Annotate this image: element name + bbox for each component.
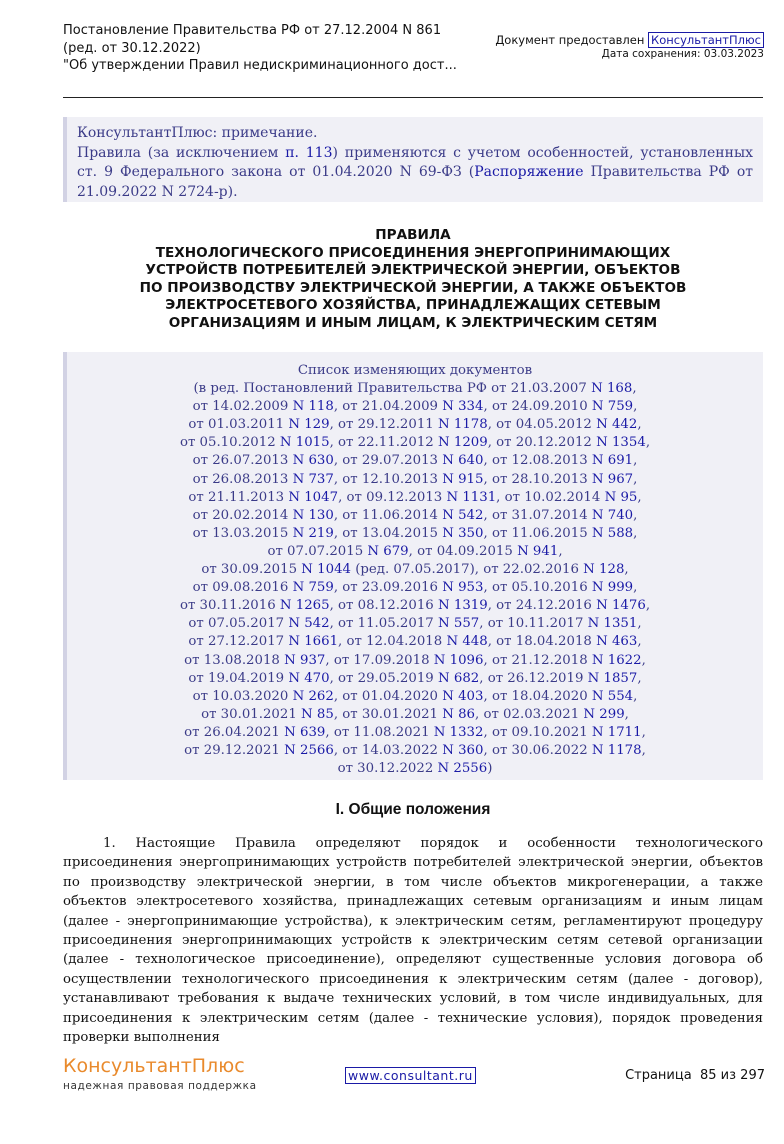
amendment-text: , xyxy=(641,724,646,740)
amendment-text: (ред. 07.05.2017), от 22.02.2016 xyxy=(351,562,584,578)
amendment-text: от 14.02.2009 xyxy=(192,399,293,415)
amendment-link[interactable]: N 588 xyxy=(591,525,634,541)
amendment-text: , от 05.10.2016 xyxy=(483,580,592,596)
amendment-text: от 21.11.2013 xyxy=(188,489,289,505)
amendment-line xyxy=(67,760,763,778)
amendment-text: от 05.10.2012 xyxy=(179,435,280,451)
amendment-link[interactable]: N 759 xyxy=(591,399,634,415)
amendment-line xyxy=(67,507,763,525)
amendment-text: , от 23.09.2016 xyxy=(333,580,443,596)
amendment-link[interactable]: N 915 xyxy=(442,471,484,487)
amendment-text: от 30.09.2015 xyxy=(201,562,302,578)
amendment-text: от 10.03.2020 xyxy=(192,688,293,704)
amendment-line xyxy=(67,434,763,452)
amendment-text: , xyxy=(633,580,638,596)
page-current: 85 xyxy=(699,1068,717,1083)
amendment-link[interactable]: N 350 xyxy=(442,525,484,541)
page-label: Страница xyxy=(625,1068,692,1083)
amendment-link[interactable]: N 554 xyxy=(591,688,634,704)
amendments-list xyxy=(67,380,763,778)
amendment-text: , xyxy=(645,598,651,614)
amendment-link[interactable]: N 168 xyxy=(591,381,633,397)
amendment-text: , от 14.03.2022 xyxy=(333,742,443,758)
amendment-link[interactable]: N 128 xyxy=(583,562,625,578)
amendment-text: от 01.03.2011 xyxy=(188,417,289,433)
amendment-line xyxy=(67,688,763,706)
amendment-text: , xyxy=(558,543,563,559)
amendment-line xyxy=(67,416,763,434)
amendment-text: , от 11.05.2017 xyxy=(329,616,438,632)
amendment-link[interactable]: N 403 xyxy=(442,688,484,704)
amendment-text: от 20.02.2014 xyxy=(192,507,293,523)
amendment-text: от 29.12.2021 xyxy=(184,742,285,758)
header-line: (ред. от 30.12.2022) xyxy=(63,40,201,56)
amendment-text: , xyxy=(641,742,646,758)
amendment-text: , xyxy=(633,471,638,487)
amendment-text: , xyxy=(633,507,638,523)
amendment-link[interactable]: N 130 xyxy=(292,507,334,523)
amendment-text: , от 21.04.2009 xyxy=(333,399,443,415)
amendment-text: , от 26.12.2019 xyxy=(479,670,588,686)
amendment-text: от 26.08.2013 xyxy=(192,471,293,487)
title-line: ПРАВИЛА xyxy=(375,227,451,243)
amendment-line xyxy=(67,561,763,579)
note-heading: КонсультантПлюс: примечание. xyxy=(77,125,318,141)
amendment-link[interactable]: N 86 xyxy=(442,706,476,722)
amendment-link[interactable]: N 442 xyxy=(596,417,638,433)
amendment-text: , от 30.01.2021 xyxy=(333,706,443,722)
amendment-text: , xyxy=(632,381,637,397)
amendment-line xyxy=(67,670,763,688)
title-line: ЭЛЕКТРОСЕТЕВОГО ХОЗЯЙСТВА, ПРИНАДЛЕЖАЩИХ СЕТЕВЫМ xyxy=(165,297,661,314)
amendment-text: , от 12.10.2013 xyxy=(333,471,443,487)
amendment-text: , от 04.09.2015 xyxy=(408,543,518,559)
amendment-line xyxy=(67,489,763,507)
paragraph-1: 1. Настоящие Правила определяют порядок и особенности технологического присоединения энергопринимающих устройств потребителей электрической энергии, объектов по производству электрической энергии, в том числе объектов микрогенерации, а также объектов электросетевого хозяйства, принадлежащих сетевым организациям и иным лицам (далее - энергопринимающие устройства), к электрическим сетям, регламентируют процедуру присоединения энергопринимающих устройств к электрическим сетям сетевой организации (далее - технологическое присоединение), определяют существенные условия договора об осуществлении технологического присоединения к электрическим сетям (далее - договор), устанавливают требования к выдаче технических условий, в том числе индивидуальных, для присоединения к электрическим сетям (далее - технические условия), порядок проведения проверки выполнения xyxy=(63,836,763,1046)
amendment-link[interactable]: N 1044 xyxy=(301,562,351,578)
amendment-link[interactable]: N 1857 xyxy=(587,670,638,686)
amendment-link[interactable]: N 360 xyxy=(442,742,484,758)
amendment-link[interactable]: N 999 xyxy=(591,580,634,596)
provider-link[interactable]: КонсультантПлюс xyxy=(648,32,764,48)
header-line: "Об утверждении Правил недискриминационного дост... xyxy=(63,58,457,73)
amendment-text: , от 10.02.2014 xyxy=(496,489,605,505)
amendment-link[interactable]: N 1661 xyxy=(288,634,339,650)
amendment-line xyxy=(67,398,763,416)
amendment-text: , от 29.07.2013 xyxy=(333,453,443,469)
amendment-text: , xyxy=(637,670,642,686)
amendment-text: , от 11.06.2014 xyxy=(333,507,443,523)
amendment-link[interactable]: N 95 xyxy=(604,489,638,505)
amendment-link[interactable]: N 691 xyxy=(591,453,634,469)
amendment-text: , xyxy=(637,634,642,650)
amendment-link[interactable]: N 2556 xyxy=(437,761,488,777)
amendment-text: , от 09.10.2021 xyxy=(483,724,592,740)
amendment-link[interactable]: N 542 xyxy=(442,507,484,523)
note-text: Правительства РФ от 21.09.2022 N 2724-р). xyxy=(77,164,753,200)
amendment-text: , xyxy=(633,525,638,541)
title-line: ТЕХНОЛОГИЧЕСКОГО ПРИСОЕДИНЕНИЯ ЭНЕРГОПРИНИМАЮЩИХ xyxy=(155,244,671,261)
brand-logo: КонсультантПлюс xyxy=(63,1055,245,1077)
amendment-text: , от 30.06.2022 xyxy=(483,742,592,758)
amendment-text: , xyxy=(637,417,642,433)
amendment-text: , xyxy=(633,399,638,415)
amendment-text: , xyxy=(624,562,629,578)
amendment-text: от 27.12.2017 xyxy=(188,634,289,650)
amendment-text: от 19.04.2019 xyxy=(188,670,289,686)
save-date: Дата сохранения: 03.03.2023 xyxy=(601,48,764,60)
amendment-text: от 07.05.2017 xyxy=(188,616,289,632)
title-line: ОРГАНИЗАЦИЯМ И ИНЫМ ЛИЦАМ, К ЭЛЕКТРИЧЕСКИМ СЕТЯМ xyxy=(168,314,658,331)
amendment-line xyxy=(67,633,763,651)
amendment-link[interactable]: N 129 xyxy=(288,417,330,433)
amendment-text: от 26.04.2021 xyxy=(184,724,285,740)
amendments-box xyxy=(63,352,763,780)
amendment-line xyxy=(67,597,763,615)
section-heading: I. Общие положения xyxy=(335,801,491,818)
amendment-text: от 13.03.2015 xyxy=(192,525,293,541)
amendment-text: , от 18.04.2020 xyxy=(483,688,592,704)
amendment-link[interactable]: N 953 xyxy=(442,580,484,596)
amendments-heading: Список изменяющих документов xyxy=(297,363,533,378)
amendment-line xyxy=(67,579,763,597)
amendment-link[interactable]: N 85 xyxy=(301,706,334,722)
amendment-text: , от 24.09.2010 xyxy=(483,399,592,415)
amendment-text: , от 01.04.2020 xyxy=(333,688,443,704)
header-line: Постановление Правительства РФ от 27.12.2004 N 861 xyxy=(63,23,442,38)
amendment-link[interactable]: N 639 xyxy=(284,724,326,740)
amendment-link[interactable]: N 463 xyxy=(596,634,638,650)
amendment-link[interactable]: N 1351 xyxy=(587,616,638,632)
amendment-link[interactable]: N 1047 xyxy=(288,489,339,505)
amendment-link[interactable]: N 682 xyxy=(438,670,480,686)
amendment-link[interactable]: N 679 xyxy=(367,543,409,559)
amendment-line xyxy=(67,724,763,742)
amendment-link[interactable]: N 737 xyxy=(292,471,334,487)
note-text: Правила (за исключением xyxy=(77,144,286,161)
amendment-text: , от 21.12.2018 xyxy=(483,652,592,668)
note-body xyxy=(77,144,753,203)
provider-info xyxy=(495,33,764,61)
amendment-link[interactable]: N 740 xyxy=(591,507,634,523)
amendment-link[interactable]: N 1711 xyxy=(591,724,642,740)
amendment-link[interactable]: N 1131 xyxy=(446,489,497,505)
amendment-link[interactable]: N 759 xyxy=(292,580,334,596)
amendment-link[interactable]: N 1015 xyxy=(279,435,330,451)
amendment-link[interactable]: N 299 xyxy=(583,706,625,722)
amendment-link[interactable]: N 937 xyxy=(284,652,326,668)
amendment-text: , от 11.06.2015 xyxy=(483,525,592,541)
page-total: 297 xyxy=(740,1068,765,1083)
provided-label: Документ предоставлен xyxy=(495,33,649,47)
amendment-text: , от 31.07.2014 xyxy=(483,507,592,523)
brand-tagline: надежная правовая поддержка xyxy=(63,1080,257,1092)
amendment-text: от 09.08.2016 xyxy=(192,580,293,596)
amendment-text: , xyxy=(633,688,638,704)
amendment-line xyxy=(67,742,763,760)
amendment-link[interactable]: N 630 xyxy=(292,453,334,469)
amendment-text: , от 09.12.2013 xyxy=(338,489,447,505)
title-line: УСТРОЙСТВ ПОТРЕБИТЕЛЕЙ ЭЛЕКТРИЧЕСКОЙ ЭНЕРГИИ, ОБЪЕКТОВ xyxy=(145,262,681,279)
amendment-link[interactable]: N 1178 xyxy=(438,417,488,433)
site-link[interactable]: www.consultant.ru xyxy=(345,1067,476,1084)
amendment-link[interactable]: N 1096 xyxy=(433,652,484,668)
amendment-link[interactable]: N 1178 xyxy=(591,742,642,758)
amendment-text: , от 17.09.2018 xyxy=(325,652,434,668)
amendment-link[interactable]: N 557 xyxy=(438,616,480,632)
amendment-text: от 30.11.2016 xyxy=(179,598,280,614)
amendment-text: , от 18.04.2018 xyxy=(487,634,597,650)
amendment-link[interactable]: N 542 xyxy=(288,616,330,632)
consultant-note xyxy=(63,117,763,202)
amendment-text: , от 02.03.2021 xyxy=(475,706,584,722)
amendment-text: от 30.01.2021 xyxy=(201,706,302,722)
amendment-text: от 07.07.2015 xyxy=(267,543,368,559)
amendment-text: , от 20.12.2012 xyxy=(487,435,597,451)
amendment-text: , от 12.04.2018 xyxy=(338,634,447,650)
amendment-text: (в ред. Постановлений Правительства РФ от 21.03.2007 xyxy=(193,381,592,397)
amendment-text: , от 13.04.2015 xyxy=(333,525,443,541)
amendment-link[interactable]: N 640 xyxy=(442,453,484,469)
amendment-link[interactable]: N 1319 xyxy=(438,598,488,614)
amendment-line xyxy=(67,706,763,724)
document-title xyxy=(63,227,763,333)
amendment-text: , xyxy=(645,435,651,451)
amendment-text: , xyxy=(633,453,638,469)
amendment-text: , от 24.12.2016 xyxy=(487,598,597,614)
amendment-link[interactable]: N 262 xyxy=(292,688,334,704)
amendment-line xyxy=(67,615,763,633)
amendment-text: , от 12.08.2013 xyxy=(483,453,592,469)
amendment-text: , xyxy=(641,652,646,668)
amendment-text: , от 08.12.2016 xyxy=(329,598,438,614)
amendment-link[interactable]: N 1332 xyxy=(433,724,484,740)
amendment-link[interactable]: N 118 xyxy=(292,399,334,415)
amendment-text: ) xyxy=(487,761,493,777)
note-link-p113[interactable]: п. 113 xyxy=(285,144,333,161)
amendment-line xyxy=(67,452,763,470)
amendment-text: , xyxy=(637,489,642,505)
amendment-link[interactable]: N 448 xyxy=(446,634,488,650)
amendment-link[interactable]: N 941 xyxy=(517,543,559,559)
amendment-link[interactable]: N 334 xyxy=(442,399,484,415)
amendment-text: , xyxy=(637,616,642,632)
amendment-text: , от 28.10.2013 xyxy=(483,471,592,487)
note-link-order[interactable]: Распоряжение xyxy=(474,164,584,180)
amendment-text: , от 04.05.2012 xyxy=(487,417,597,433)
note-text: ) применяются с учетом особенностей, установленных ст. 9 Федерального закона от 01.04.2020 N 69-ФЗ ( xyxy=(77,144,754,180)
amendment-text: , от 29.05.2019 xyxy=(329,670,438,686)
amendment-link[interactable]: N 219 xyxy=(292,525,334,541)
amendment-text: от 13.08.2018 xyxy=(184,652,285,668)
amendment-line xyxy=(67,525,763,543)
page-of: из xyxy=(720,1068,737,1083)
amendment-text: , от 10.11.2017 xyxy=(479,616,588,632)
amendment-text: , xyxy=(624,706,629,722)
amendment-link[interactable]: N 1209 xyxy=(438,435,488,451)
amendment-link[interactable]: N 1622 xyxy=(591,652,642,668)
amendment-text: , от 29.12.2011 xyxy=(329,417,438,433)
amendment-link[interactable]: N 2566 xyxy=(284,742,334,758)
amendment-text: от 26.07.2013 xyxy=(192,453,293,469)
title-line: ПО ПРОИЗВОДСТВУ ЭЛЕКТРИЧЕСКОЙ ЭНЕРГИИ, А ТАКЖЕ ОБЪЕКТОВ xyxy=(139,279,687,296)
amendment-link[interactable]: N 1476 xyxy=(596,598,646,614)
amendment-text: , от 11.08.2021 xyxy=(325,724,434,740)
amendment-line xyxy=(67,652,763,670)
amendment-text: от 30.12.2022 xyxy=(337,761,438,777)
amendment-link[interactable]: N 470 xyxy=(288,670,330,686)
amendment-line xyxy=(67,543,763,561)
document-header xyxy=(63,22,483,75)
amendment-link[interactable]: N 1354 xyxy=(596,435,646,451)
header-divider xyxy=(63,97,763,98)
amendment-line xyxy=(67,471,763,489)
amendment-line xyxy=(67,380,763,398)
amendment-link[interactable]: N 967 xyxy=(591,471,634,487)
page-indicator xyxy=(625,1068,765,1083)
amendment-link[interactable]: N 1265 xyxy=(279,598,330,614)
amendment-text: , от 22.11.2012 xyxy=(329,435,438,451)
